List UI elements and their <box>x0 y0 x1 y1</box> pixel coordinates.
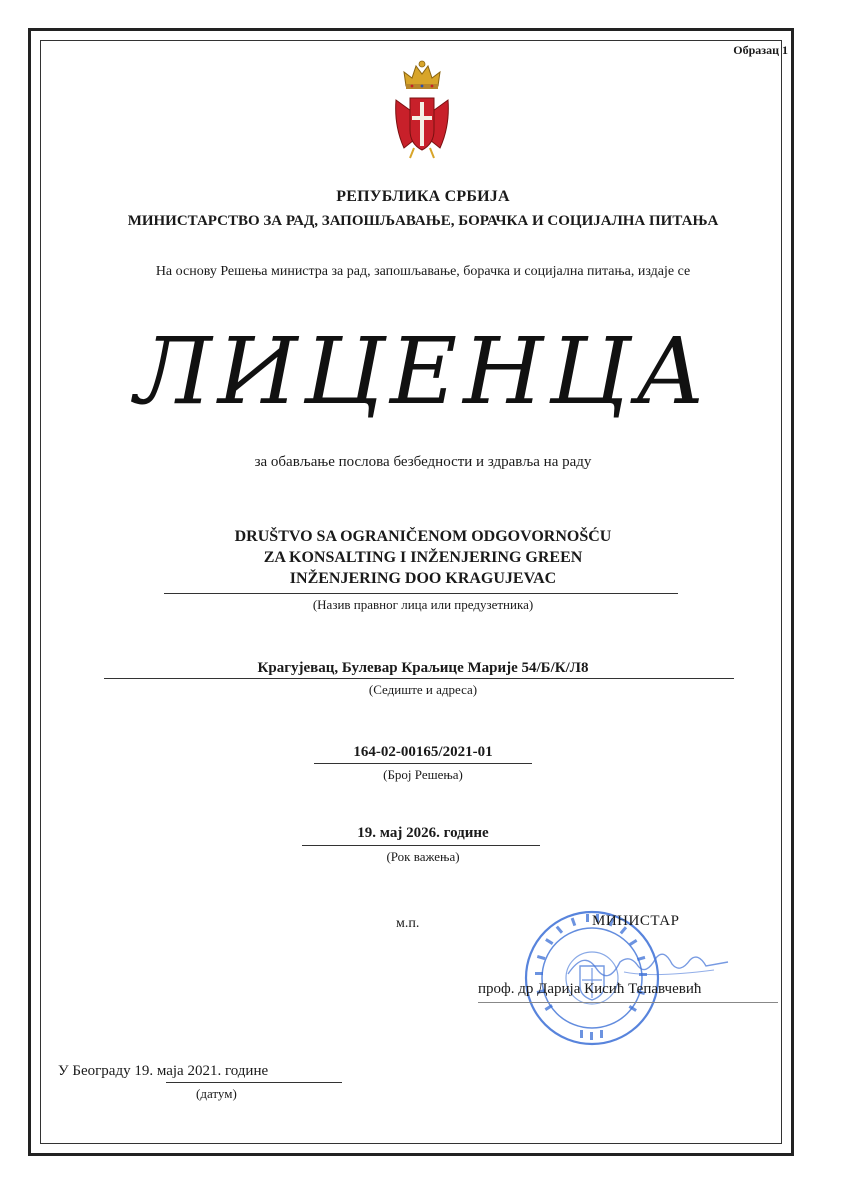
republic-title: РЕПУБЛИКА СРБИЈА <box>336 188 510 205</box>
signature-icon <box>564 944 734 984</box>
validity-underline <box>302 845 540 846</box>
seal-place-label: м.п. <box>396 916 420 931</box>
minister-name: проф. др Дарија Кисић Тепавчевић <box>478 981 702 997</box>
ministry-title: МИНИСТАРСТВО ЗА РАД, ЗАПОШЉАВАЊЕ, БОРАЧКА И СОЦИЈАЛНА ПИТАЊА <box>127 213 719 229</box>
license-title: ЛИЦЕНЦА <box>134 318 712 425</box>
validity-caption: (Рок важења) <box>386 849 460 864</box>
company-name-line-1: DRUŠTVO SA OGRANIČENOM ODGOVORNOŠĆU <box>234 528 612 545</box>
decision-caption: (Број Решења) <box>383 767 463 782</box>
date-caption: (датум) <box>196 1086 237 1101</box>
decision-underline <box>314 763 532 764</box>
form-label: Образац 1 <box>733 43 788 57</box>
signature-underline <box>478 1002 778 1003</box>
decision-number: 164-02-00165/2021-01 <box>353 744 493 760</box>
address-underline <box>104 678 734 679</box>
coat-of-arms-icon <box>392 56 452 160</box>
issue-place-date: У Београду 19. маја 2021. године <box>58 1063 269 1079</box>
company-name-line-3: INŽENJERING DOO KRAGUJEVAC <box>289 570 557 587</box>
date-underline <box>166 1082 342 1083</box>
address-caption: (Седиште и адреса) <box>368 682 478 697</box>
company-name <box>0 526 846 589</box>
validity-date: 19. мај 2026. године <box>357 825 489 841</box>
company-underline <box>164 593 678 594</box>
minister-title: МИНИСТАР <box>592 913 680 929</box>
issuance-basis: На основу Решења министра за рад, запошљавање, борачка и социјална питања, издаје се <box>155 264 691 279</box>
license-purpose: за обављање послова безбедности и здравља на раду <box>254 454 592 470</box>
company-name-line-2: ZA KONSALTING I INŽENJERING GREEN <box>263 549 583 566</box>
address-value: Крагујевац, Булевар Краљице Марије 54/Б/К/Л8 <box>257 660 589 676</box>
company-caption: (Назив правног лица или предузетника) <box>312 597 534 612</box>
